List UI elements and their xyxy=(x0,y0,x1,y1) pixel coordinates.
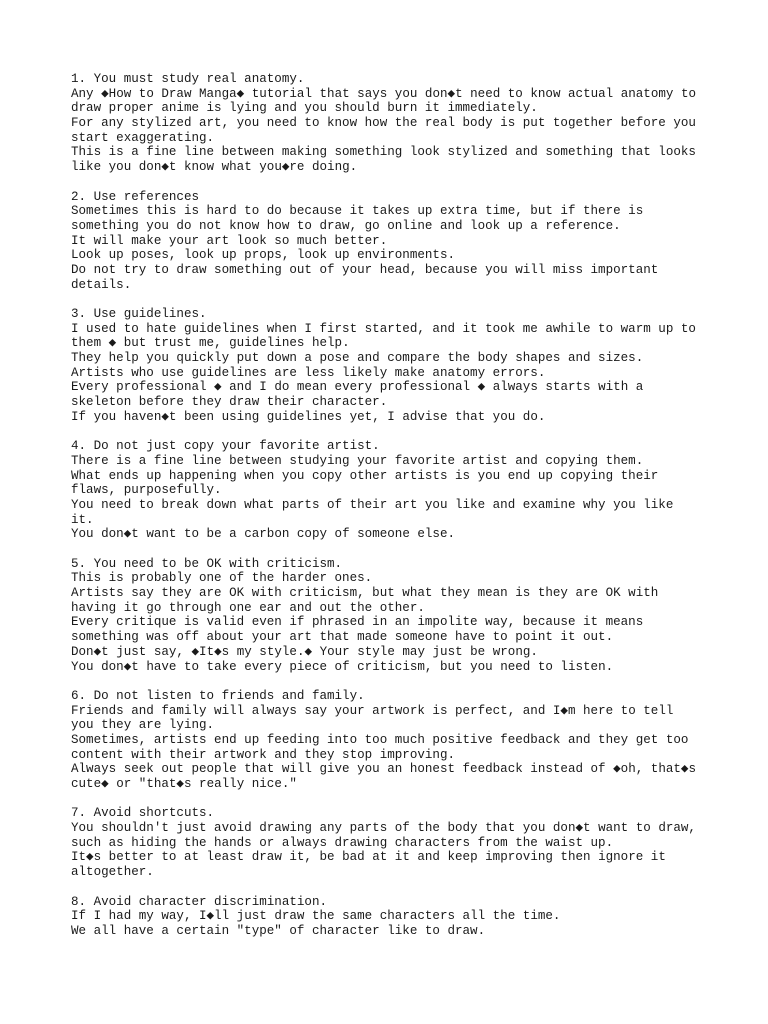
text-line: altogether. xyxy=(71,865,154,880)
section-3 xyxy=(71,307,751,425)
text-line: You need to break down what parts of their art you like and examine why you like xyxy=(71,497,674,512)
text-line: draw proper anime is lying and you should burn it immediately. xyxy=(71,101,538,116)
text-line: flaws, purposefully. xyxy=(71,483,222,498)
text-line: If I had my way, I◆ll just draw the same characters all the time. xyxy=(71,909,561,924)
text-line: You don◆t have to take every piece of criticism, but you need to listen. xyxy=(71,659,614,674)
text-line: What ends up happening when you copy other artists is you end up copying their xyxy=(71,468,659,483)
text-line: Don◆t just say, ◆It◆s my style.◆ Your style may just be wrong. xyxy=(71,644,538,659)
section-heading: 1. You must study real anatomy. xyxy=(71,72,305,86)
section-heading: 5. You need to be OK with criticism. xyxy=(71,556,343,571)
text-line: Every critique is valid even if phrased in an impolite way, because it means xyxy=(71,615,644,630)
text-line: like you don◆t know what you◆re doing. xyxy=(71,160,358,175)
text-line: Artists say they are OK with criticism, but what they mean is they are OK with xyxy=(71,586,659,601)
text-line: This is a fine line between making something look stylized and something that looks xyxy=(71,145,696,160)
text-line: You shouldn't just avoid drawing any parts of the body that you don◆t want to draw, xyxy=(71,821,696,836)
section-heading: 7. Avoid shortcuts. xyxy=(71,806,215,821)
text-line: Always seek out people that will give you an honest feedback instead of ◆oh, that◆s xyxy=(71,762,696,777)
section-heading: 6. Do not listen to friends and family. xyxy=(71,688,365,703)
section-7 xyxy=(71,806,751,879)
text-document xyxy=(71,72,751,953)
text-line: skeleton before they draw their character. xyxy=(71,395,388,410)
section-5 xyxy=(71,557,751,675)
text-line: Sometimes, artists end up feeding into too much positive feedback and they get too xyxy=(71,732,689,747)
text-line: Artists who use guidelines are less likely make anatomy errors. xyxy=(71,365,546,380)
text-line: It will make your art look so much better. xyxy=(71,233,388,248)
text-line: something you do not know how to draw, go online and look up a reference. xyxy=(71,218,621,233)
text-line: something was off about your art that made someone have to point it out. xyxy=(71,630,614,645)
section-2 xyxy=(71,190,751,293)
text-line: I used to hate guidelines when I first started, and it took me awhile to warm up to xyxy=(71,321,696,336)
section-6 xyxy=(71,689,751,792)
text-line: content with their artwork and they stop improving. xyxy=(71,747,455,762)
text-line: details. xyxy=(71,277,132,292)
text-line: They help you quickly put down a pose and compare the body shapes and sizes. xyxy=(71,351,644,366)
text-line: Do not try to draw something out of your head, because you will miss important xyxy=(71,262,659,277)
text-line: such as hiding the hands or always drawing characters from the waist up. xyxy=(71,835,614,850)
text-line: Friends and family will always say your artwork is perfect, and I◆m here to tell xyxy=(71,703,674,718)
text-line: This is probably one of the harder ones. xyxy=(71,571,373,586)
section-heading: 4. Do not just copy your favorite artist. xyxy=(71,439,380,454)
text-line: Any ◆How to Draw Manga◆ tutorial that says you don◆t need to know actual anatomy to xyxy=(71,86,697,101)
text-line: If you haven◆t been using guidelines yet, I advise that you do. xyxy=(71,409,546,424)
text-line: It◆s better to at least draw it, be bad at it and keep improving then ignore it xyxy=(71,850,666,865)
text-line: Sometimes this is hard to do because it takes up extra time, but if there is xyxy=(71,204,644,219)
section-4 xyxy=(71,439,751,542)
text-line: You don◆t want to be a carbon copy of someone else. xyxy=(71,527,456,542)
section-heading: 8. Avoid character discrimination. xyxy=(71,894,327,909)
text-line: them ◆ but trust me, guidelines help. xyxy=(71,336,350,351)
text-line: it. xyxy=(71,512,94,527)
text-line: you they are lying. xyxy=(71,718,215,733)
section-heading: 3. Use guidelines. xyxy=(71,307,207,321)
text-line: having it go through one ear and out the other. xyxy=(71,600,425,615)
text-line: We all have a certain "type" of character like to draw. xyxy=(71,923,486,938)
section-8 xyxy=(71,895,751,939)
text-line: There is a fine line between studying your favorite artist and copying them. xyxy=(71,453,644,468)
text-line: Look up poses, look up props, look up environments. xyxy=(71,248,455,263)
section-heading: 2. Use references xyxy=(71,189,199,204)
text-line: cute◆ or "that◆s really nice." xyxy=(71,777,297,791)
text-line: Every professional ◆ and I do mean every professional ◆ always starts with a xyxy=(71,380,644,395)
section-1 xyxy=(71,72,751,175)
text-line: For any stylized art, you need to know how the real body is put together before you xyxy=(71,116,696,131)
text-line: start exaggerating. xyxy=(71,130,215,145)
